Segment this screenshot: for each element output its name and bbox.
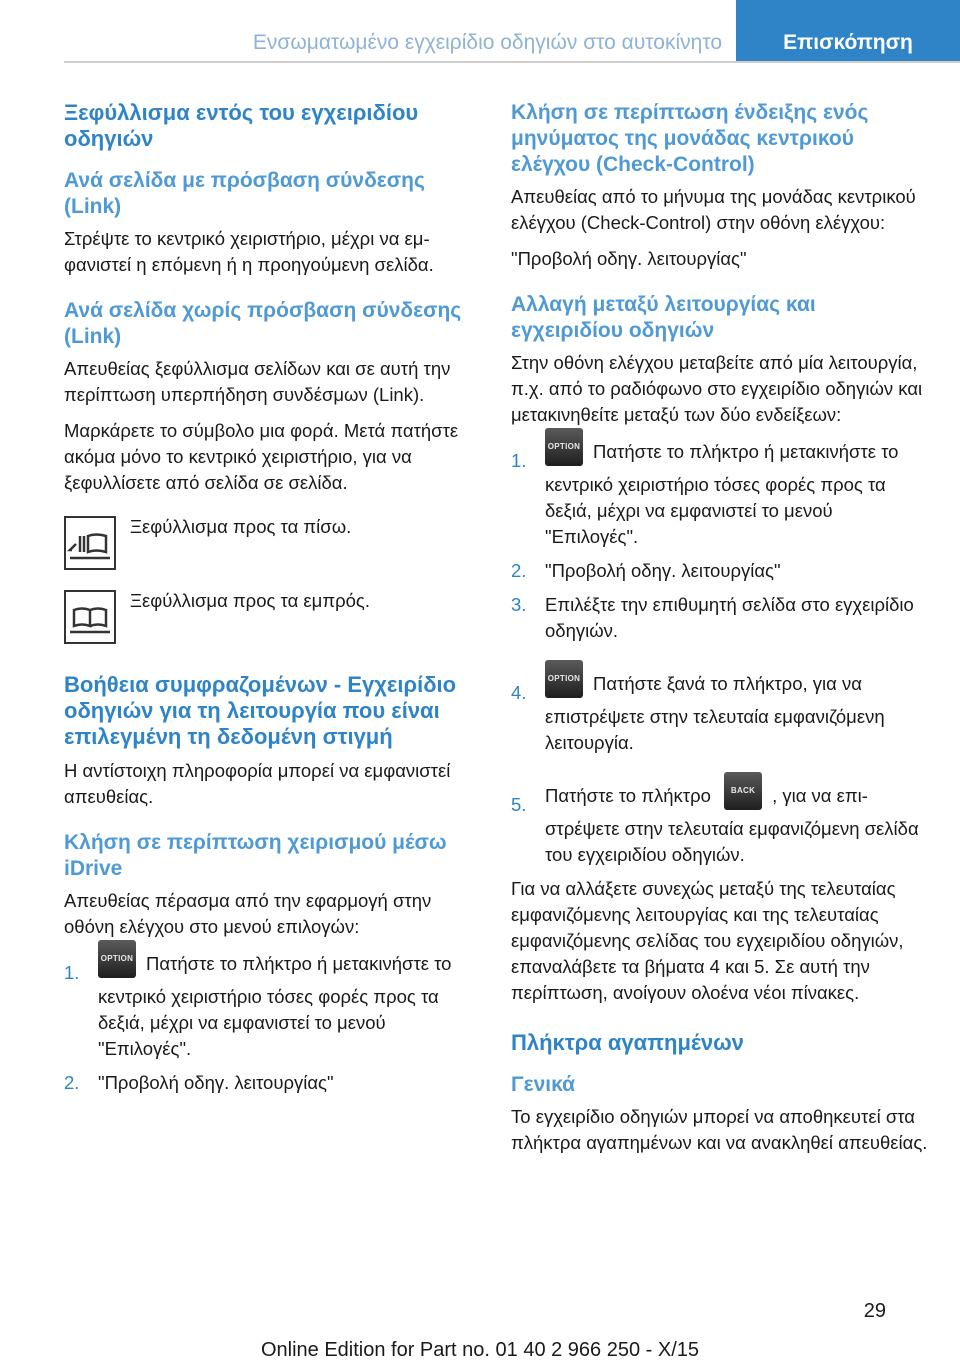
list-item [511, 660, 929, 756]
list-item [64, 1070, 482, 1096]
edition-note: Online Edition for Part no. 01 40 2 966 250 - X/15 [260, 1339, 700, 1361]
idrive-steps [64, 940, 482, 1096]
book-forward-icon [64, 590, 116, 644]
icon-row-back [64, 516, 482, 570]
switch-steps [511, 428, 929, 868]
page-footer [0, 1300, 960, 1362]
paragraph-without-link-1: Απευθείας ξεφύλλισμα σελίδων και σε αυτή την περίπτωση υπερπήδηση συνδέσμων (Link). [64, 358, 451, 405]
list-item [511, 772, 929, 868]
paragraph-check-control: Απευθείας από το μήνυμα της μονάδας κεντρικού ελέγχου (Check-Control) στην οθόνη ελέγχου: [511, 186, 916, 233]
step-text-pre: Πατήστε το πλήκτρο [545, 784, 711, 806]
list-item [511, 428, 929, 550]
subheading-with-link: Ανά σελίδα με πρόσβαση σύνδεσης (Link) [64, 169, 425, 218]
paragraph-with-link: Στρέψτε το κεντρικό χειριστήριο, μέχρι να εμφανιστεί η επόμενη ή η προηγούμενη σελίδα. [64, 228, 434, 275]
step-number: 4. [511, 682, 527, 703]
section-tab: Επισκόπηση [736, 0, 960, 62]
subheading-switch: Αλλαγή μεταξύ λειτουργίας και εγχειριδίου οδηγιών [511, 293, 816, 342]
paragraph-idrive: Απευθείας πέρασμα από την εφαρμογή στην οθόνη ελέγχου στο μενού επιλογών: [64, 890, 432, 937]
paragraph-without-link-2: Μαρκάρετε το σύμβολο μια φορά. Μετά πατήστε ακόμα μόνο το κεντρικό χειριστήριο, για να ξεφυλλίσετε από σελίδα σε σελίδα. [64, 420, 459, 493]
heading-favorites: Πλήκτρα αγαπημένων [511, 1030, 744, 1055]
option-button-icon: OPTION [545, 660, 583, 698]
check-control-command: "Προβολή οδηγ. λειτουργίας" [511, 248, 747, 269]
right-column [511, 100, 929, 1156]
heading-context-help: Βοήθεια συμφραζομένων - Εγχειρίδιο οδηγιών για τη λειτουργία που είναι επιλεγμένη τη δεδομένη στιγμή [64, 672, 457, 749]
page-header [0, 0, 960, 62]
icon-row-forward [64, 590, 482, 644]
option-button-icon: OPTION [98, 940, 136, 978]
subheading-idrive: Κλήση σε περίπτωση χειρισμού μέσω iDrive [64, 831, 447, 880]
paragraph-repeat: Για να αλλάξετε συνεχώς μεταξύ της τελευταίας εμφανιζόμενης λειτουργίας και της τελευταίας εμφανιζόμενης σελίδας του εγχειριδίου οδηγιών, επαναλάβετε τα βήματα 4 και 5. Σε αυτή την περίπτωση, ανοίγουν ολοένα νέοι πίνακες. [511, 878, 904, 1003]
page-number: 29 [863, 1300, 886, 1322]
option-button-icon: OPTION [545, 428, 583, 466]
step-text: "Προβολή οδηγ. λειτουργίας" [98, 1072, 334, 1093]
step-number: 2. [64, 1072, 80, 1093]
step-text: Πατήστε το πλήκτρο ή μετακινήστε το κεντρικό χειριστήριο τόσες φορές προς τα δεξιά, μέχρι να εμφανιστεί το μενού "Επιλογές". [98, 952, 452, 1059]
step-number: 3. [511, 594, 527, 615]
list-item [511, 592, 929, 644]
subheading-general: Γενικά [511, 1073, 576, 1096]
back-button-icon: BACK [724, 772, 762, 810]
list-item [64, 940, 482, 1062]
paragraph-general: Το εγχειρίδιο οδηγιών μπορεί να αποθηκευτεί στα πλήκτρα αγαπημένων και να ανακληθεί απευθείας. [511, 1106, 928, 1153]
step-text: Πατήστε το πλήκτρο ή μετακινήστε το κεντρικό χειριστήριο τόσες φορές προς τα δεξιά, μέχρι να εμφανιστεί το μενού "Επιλογές". [545, 440, 899, 547]
icon-back-label: Ξεφύλλισμα προς τα πίσω. [130, 516, 352, 537]
header-rule [64, 61, 960, 63]
step-text: "Προβολή οδηγ. λειτουργίας" [545, 560, 781, 581]
step-number: 1. [64, 962, 80, 983]
subheading-check-control: Κλήση σε περίπτωση ένδειξης ενός μηνύματος της μονάδας κεντρικού ελέγχου (Check-Control) [511, 101, 869, 176]
breadcrumb: Ενσωματωμένο εγχειρίδιο οδηγιών στο αυτοκίνητο [252, 31, 722, 54]
left-column [64, 100, 482, 1096]
step-number: 2. [511, 560, 527, 581]
paragraph-context-help: Η αντίστοιχη πληροφορία μπορεί να εμφανιστεί απευθείας. [64, 760, 451, 807]
icon-forward-label: Ξεφύλλισμα προς τα εμπρός. [130, 590, 370, 611]
book-back-icon [64, 516, 116, 570]
step-text: Πατήστε ξανά το πλήκτρο, για να επιστρέψετε στην τελευταία εμφανιζόμενη λειτουργία. [545, 672, 885, 753]
step-text: Επιλέξτε την επιθυμητή σελίδα στο εγχειρίδιο οδηγιών. [545, 594, 914, 641]
step-number: 5. [511, 794, 527, 815]
subheading-without-link: Ανά σελίδα χωρίς πρόσβαση σύνδεσης (Link) [64, 299, 462, 348]
paragraph-switch: Στην οθόνη ελέγχου μεταβείτε από μία λειτουργία, π.χ. από το ραδιόφωνο στο εγχειρίδιο οδηγιών και μετακινηθείτε μεταξύ των δύο ενδείξεων: [511, 352, 923, 425]
step-text: , για να επιστρέψετε στην τελευταία εμφανιζόμενη σελίδα του εγχειριδίου οδηγιών. [545, 784, 919, 865]
list-item [511, 558, 929, 584]
step-number: 1. [511, 450, 527, 471]
heading-browse: Ξεφύλλισμα εντός του εγχειριδίου οδηγιών [64, 100, 419, 151]
